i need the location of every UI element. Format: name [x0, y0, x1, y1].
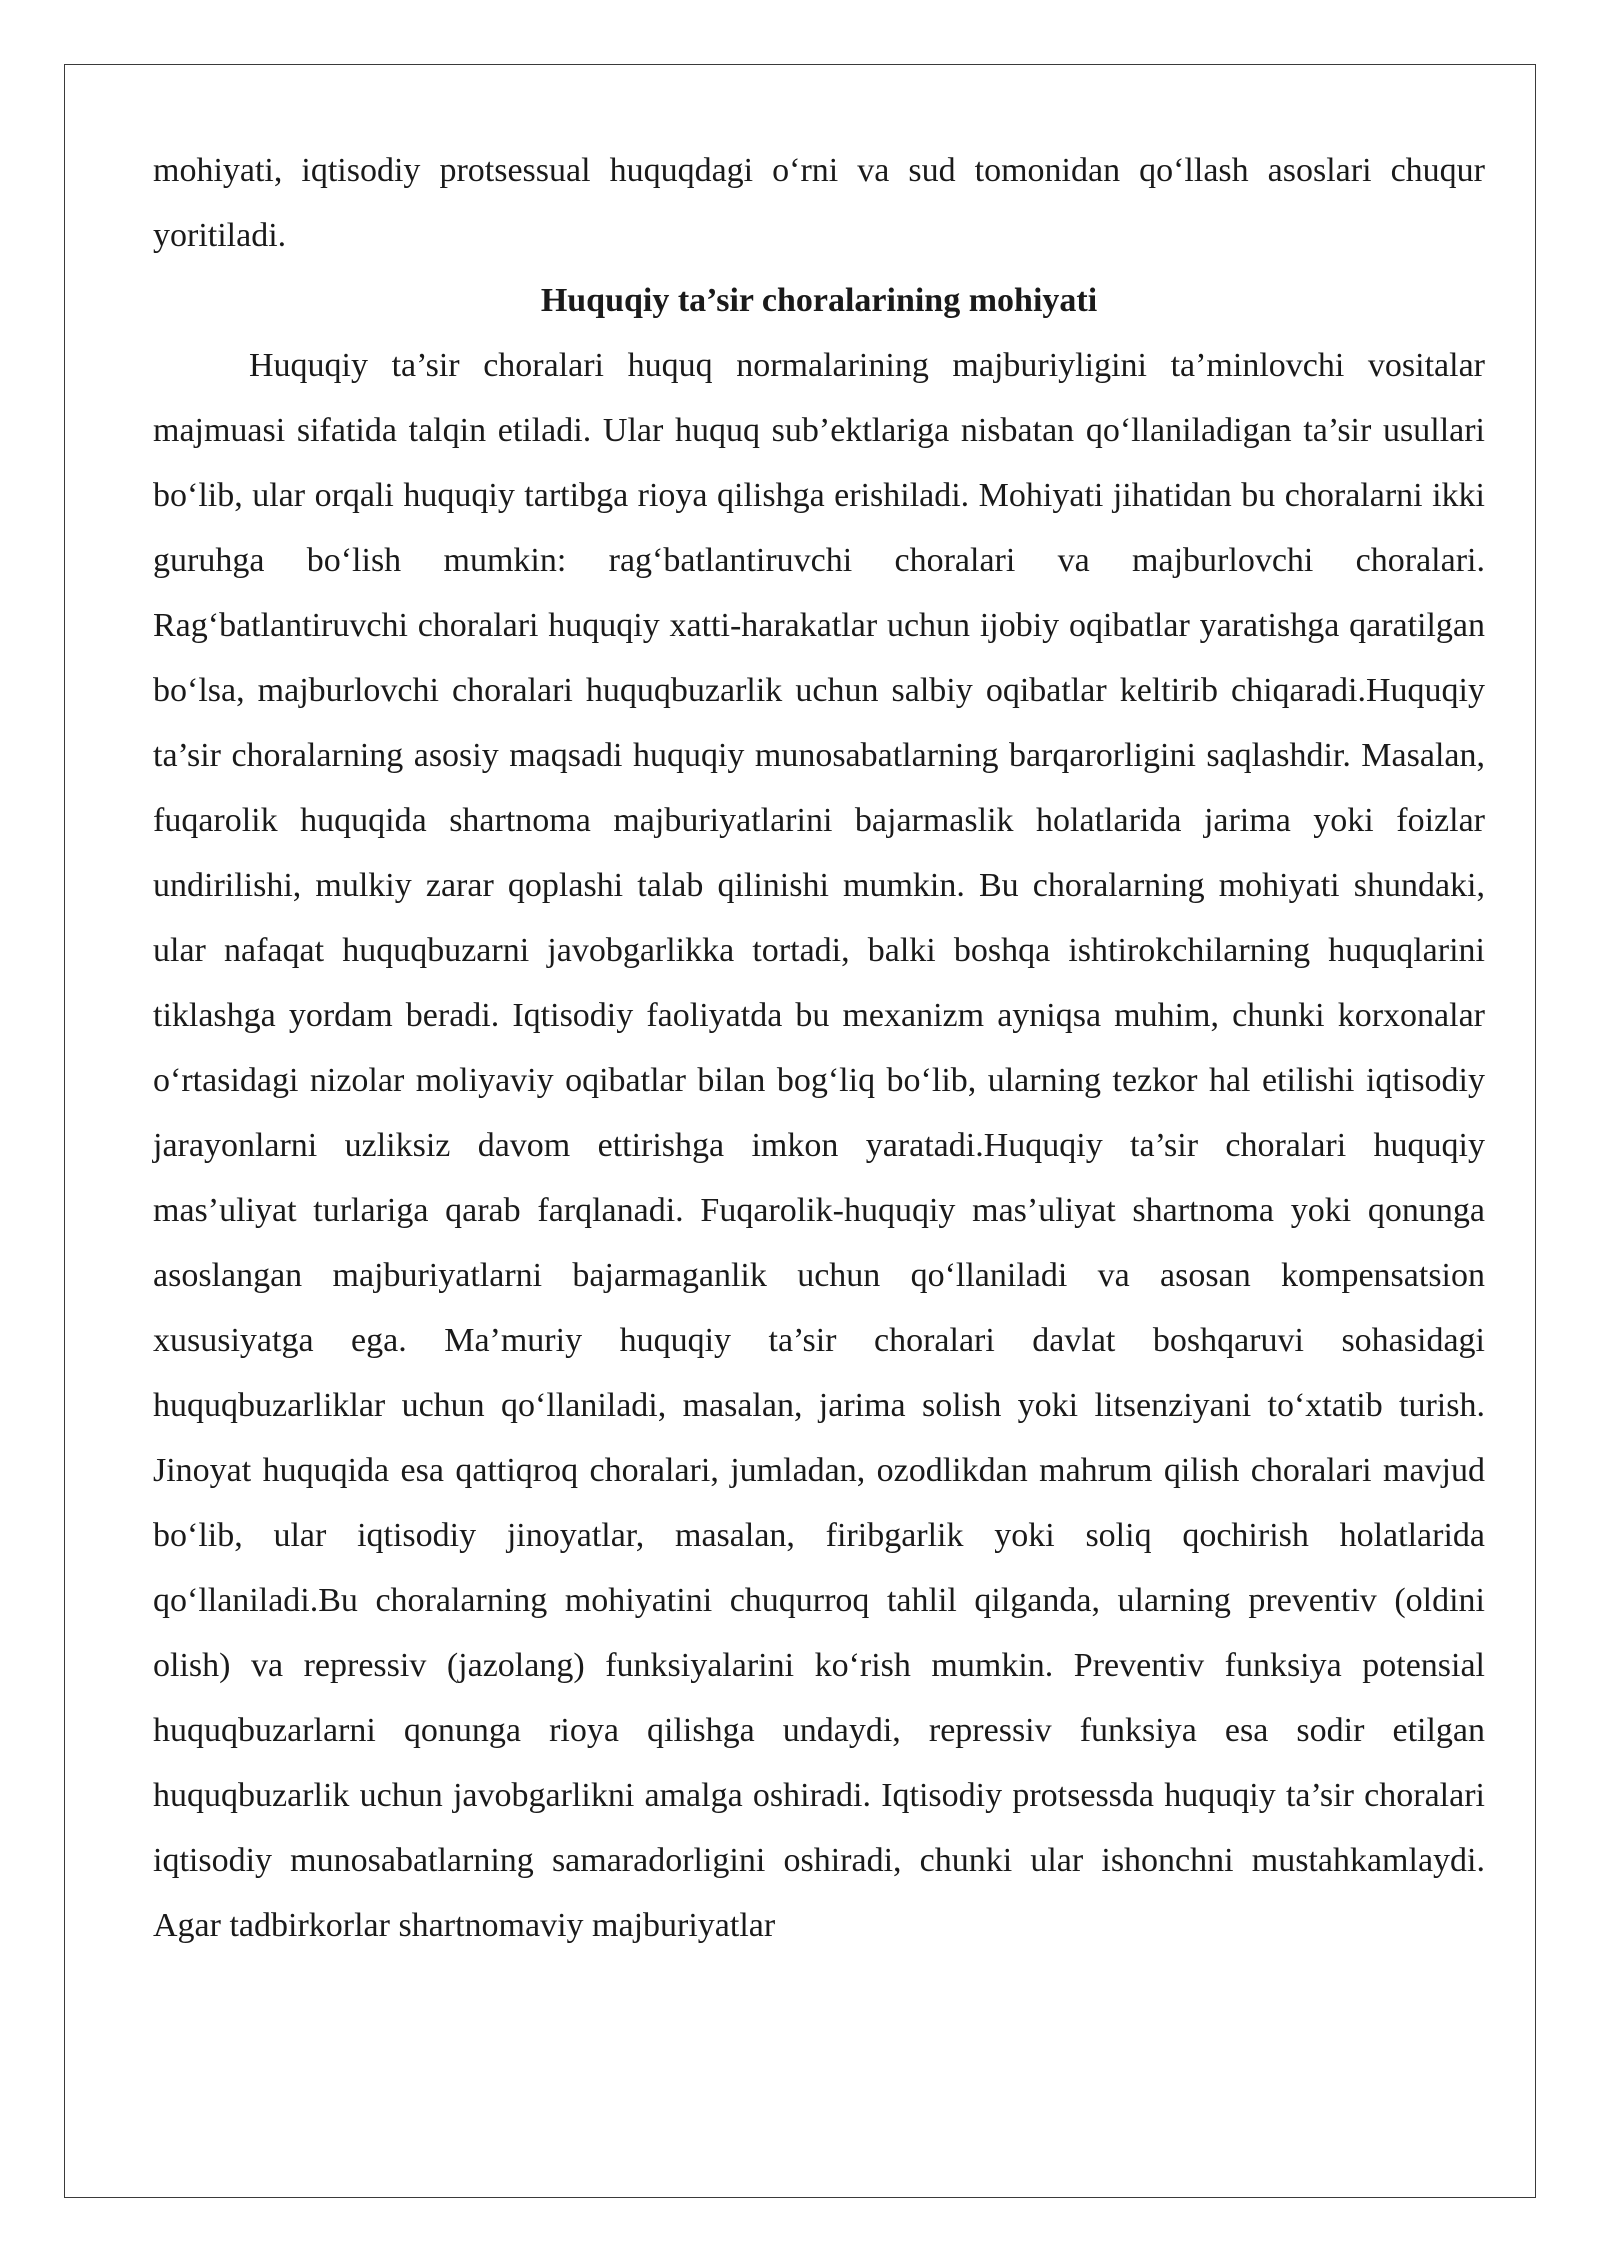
section-heading: Huquqiy ta’sir choralarining mohiyati	[540, 282, 1098, 319]
document-body	[153, 138, 1485, 1958]
body-paragraph: Huquqiy ta’sir choralari huquq normalarining majburiyligini ta’minlovchi vositalar majmuasi sifatida talqin etiladi. Ular huquq sub’ektlariga nisbatan qo‘llaniladigan ta’sir usullari bo‘lib, ular orqali huquqiy tartibga rioya qilishga erishiladi. Mohiyati jihatidan bu choralarni ikki guruhga bo‘lish mumkin: rag‘batlantiruvchi choralari va majburlovchi choralari. Rag‘batlantiruvchi choralari huquqiy xatti-harakatlar uchun ijobiy oqibatlar yaratishga qaratilgan bo‘lsa, majburlovchi choralari huquqbuzarlik uchun salbiy oqibatlar keltirib chiqaradi.Huquqiy ta’sir choralarning asosiy maqsadi huquqiy munosabatlarning barqarorligini saqlashdir. Masalan, fuqarolik huquqida shartnoma majburiyatlarini bajarmaslik holatlarida jarima yoki foizlar undirilishi, mulkiy zarar qoplashi talab qilinishi mumkin. Bu choralarning mohiyati shundaki, ular nafaqat huquqbuzarni javobgarlikka tortadi, balki boshqa ishtirokchilarning huquqlarini tiklashga yordam beradi. Iqtisodiy faoliyatda bu mexanizm ayniqsa muhim, chunki korxonalar o‘rtasidagi nizolar moliyaviy oqibatlar bilan bog‘liq bo‘lib, ularning tezkor hal etilishi iqtisodiy jarayonlarni uzliksiz davom ettirishga imkon yaratadi.Huquqiy ta’sir choralari huquqiy mas’uliyat turlariga qarab farqlanadi. Fuqarolik-huquqiy mas’uliyat shartnoma yoki qonunga asoslangan majburiyatlarni bajarmaganlik uchun qo‘llaniladi va asosan kompensatsion xususiyatga ega. Ma’muriy huquqiy ta’sir choralari davlat boshqaruvi sohasidagi huquqbuzarliklar uchun qo‘llaniladi, masalan, jarima solish yoki litsenziyani to‘xtatib turish. Jinoyat huquqida esa qattiqroq choralari, jumladan, ozodlikdan mahrum qilish choralari mavjud bo‘lib, ular iqtisodiy jinoyatlar, masalan, firibgarlik yoki soliq qochirish holatlarida qo‘llaniladi.Bu choralarning mohiyatini chuqurroq tahlil qilganda, ularning preventiv (oldini olish) va repressiv (jazolang) funksiyalarini ko‘rish mumkin. Preventiv funksiya potensial huquqbuzarlarni qonunga rioya qilishga undaydi, repressiv funksiya esa sodir etilgan huquqbuzarlik uchun javobgarlikni amalga oshiradi. Iqtisodiy protsessda huquqiy ta’sir choralari iqtisodiy munosabatlarning samaradorligini oshiradi, chunki ular ishonchni mustahkamlaydi. Agar tadbirkorlar shartnomaviy majburiyatlar	[153, 347, 1485, 1944]
intro-paragraph: mohiyati, iqtisodiy protsessual huquqdagi o‘rni va sud tomonidan qo‘llash asoslari chuqur yoritiladi.	[153, 152, 1485, 254]
